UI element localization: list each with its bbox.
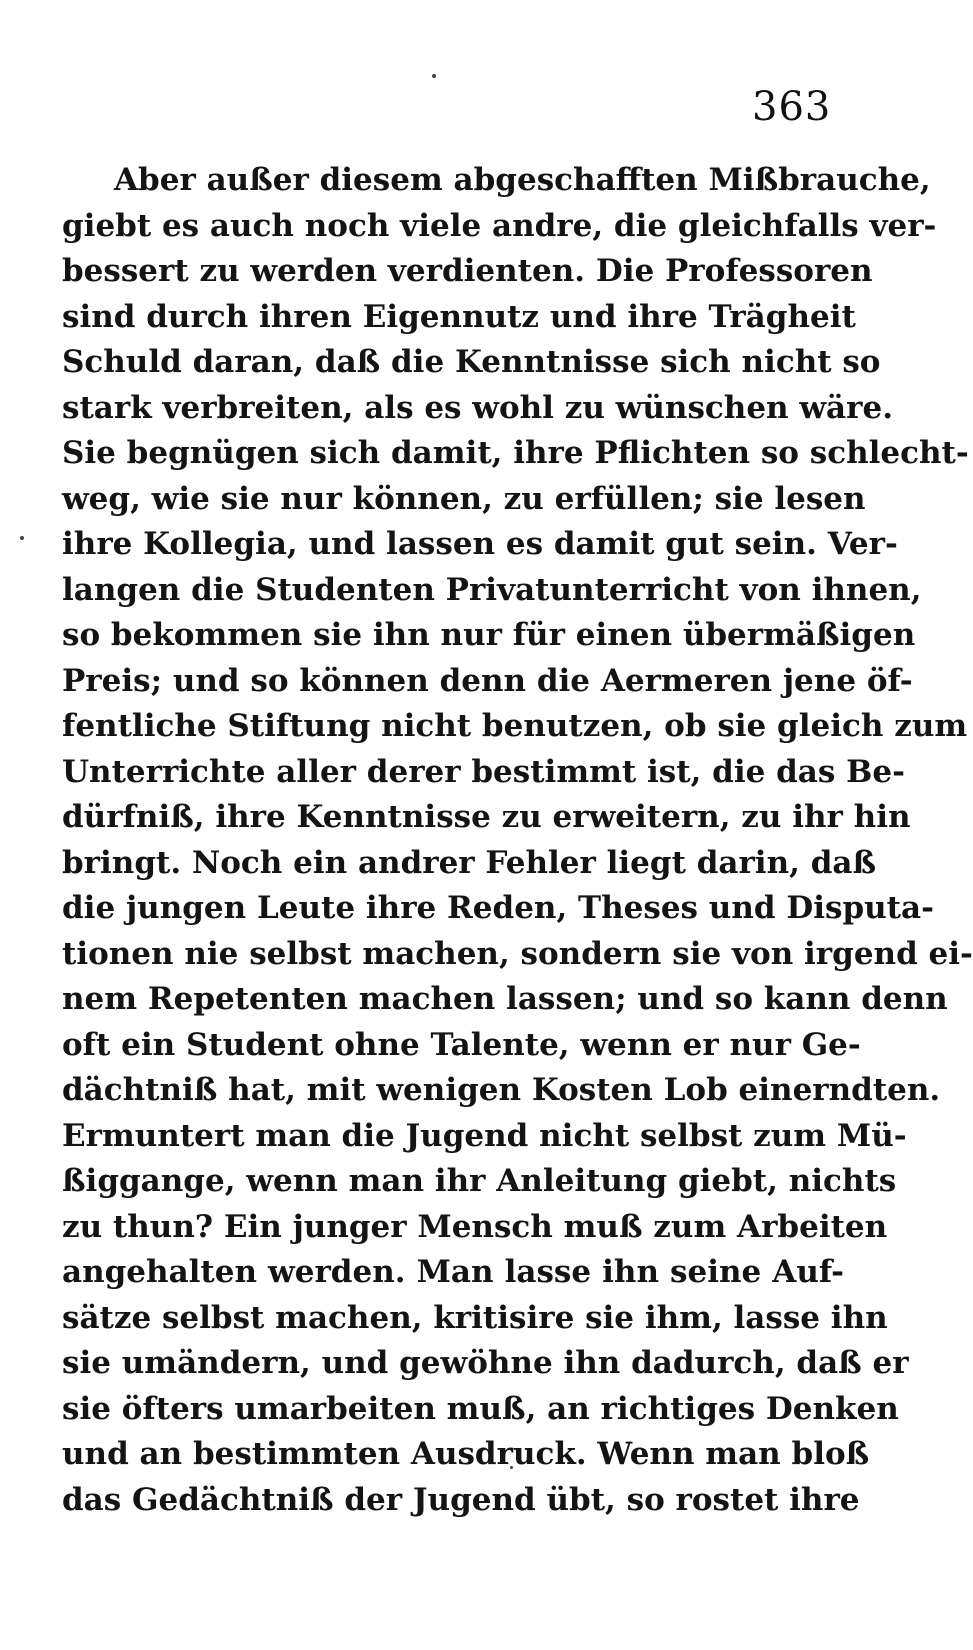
ink-speck <box>20 536 24 540</box>
text-line: und an bestimmten Ausdruck. Wenn man bloß <box>62 1436 870 1472</box>
text-line: Preis; und so können denn die Aermeren jene öf- <box>62 662 913 699</box>
page-number: 363 <box>752 84 832 130</box>
ink-speck <box>432 74 436 78</box>
text-line: Schuld daran, daß die Kenntnisse sich nicht so <box>62 344 881 380</box>
text-line: Aber außer diesem abgeschafften Mißbrauche, <box>114 162 931 198</box>
text-line: das Gedächtniß der Jugend übt, so rostet ihre <box>62 1481 860 1518</box>
text-line: bessert zu werden verdienten. Die Professoren <box>62 253 873 289</box>
text-line: tionen nie selbst machen, sondern sie von irgend ei- <box>62 935 973 972</box>
text-line: giebt es auch noch viele andre, die gleichfalls ver- <box>62 207 937 244</box>
text-line: sätze selbst machen, kritisire sie ihm, lasse ihn <box>62 1299 888 1336</box>
text-line: zu thun? Ein junger Mensch muß zum Arbeiten <box>62 1208 888 1245</box>
text-line: ihre Kollegia, und lassen es damit gut sein. Ver- <box>62 526 898 562</box>
text-line: dürfniß, ihre Kenntnisse zu erweitern, zu ihr hin <box>62 799 911 835</box>
text-line: oft ein Student ohne Talente, wenn er nur Ge- <box>62 1026 861 1063</box>
text-line: weg, wie sie nur können, zu erfüllen; sie lesen <box>62 480 866 517</box>
text-line: sie umändern, und gewöhne ihn dadurch, daß er <box>62 1345 909 1381</box>
text-line: Unterrichte aller derer bestimmt ist, die das Be- <box>62 753 905 790</box>
text-line: nem Repetenten machen lassen; und so kann denn <box>62 981 948 1017</box>
text-line: langen die Studenten Privatunterricht von ihnen, <box>62 571 922 608</box>
body-text <box>62 158 973 1523</box>
text-line: die jungen Leute ihre Reden, Theses und Disputa- <box>62 890 934 926</box>
text-line: Ermuntert man die Jugend nicht selbst zum Mü- <box>62 1117 907 1154</box>
text-line: stark verbreiten, als es wohl zu wünschen wäre. <box>62 389 893 426</box>
text-line: angehalten werden. Man lasse ihn seine Auf- <box>62 1254 844 1290</box>
text-line: sie öfters umarbeiten muß, an richtiges Denken <box>62 1390 899 1427</box>
text-line: dächtniß hat, mit wenigen Kosten Lob einerndten. <box>62 1072 941 1108</box>
text-line: ßiggange, wenn man ihr Anleitung giebt, nichts <box>62 1163 897 1199</box>
text-line: Sie begnügen sich damit, ihre Pflichten so schlecht- <box>62 435 969 471</box>
text-line: fentliche Stiftung nicht benutzen, ob sie gleich zum <box>62 708 968 744</box>
text-line: so bekommen sie ihn nur für einen übermäßigen <box>62 617 916 653</box>
text-line: sind durch ihren Eigennutz und ihre Trägheit <box>62 298 856 335</box>
text-line: bringt. Noch ein andrer Fehler liegt darin, daß <box>62 844 877 881</box>
